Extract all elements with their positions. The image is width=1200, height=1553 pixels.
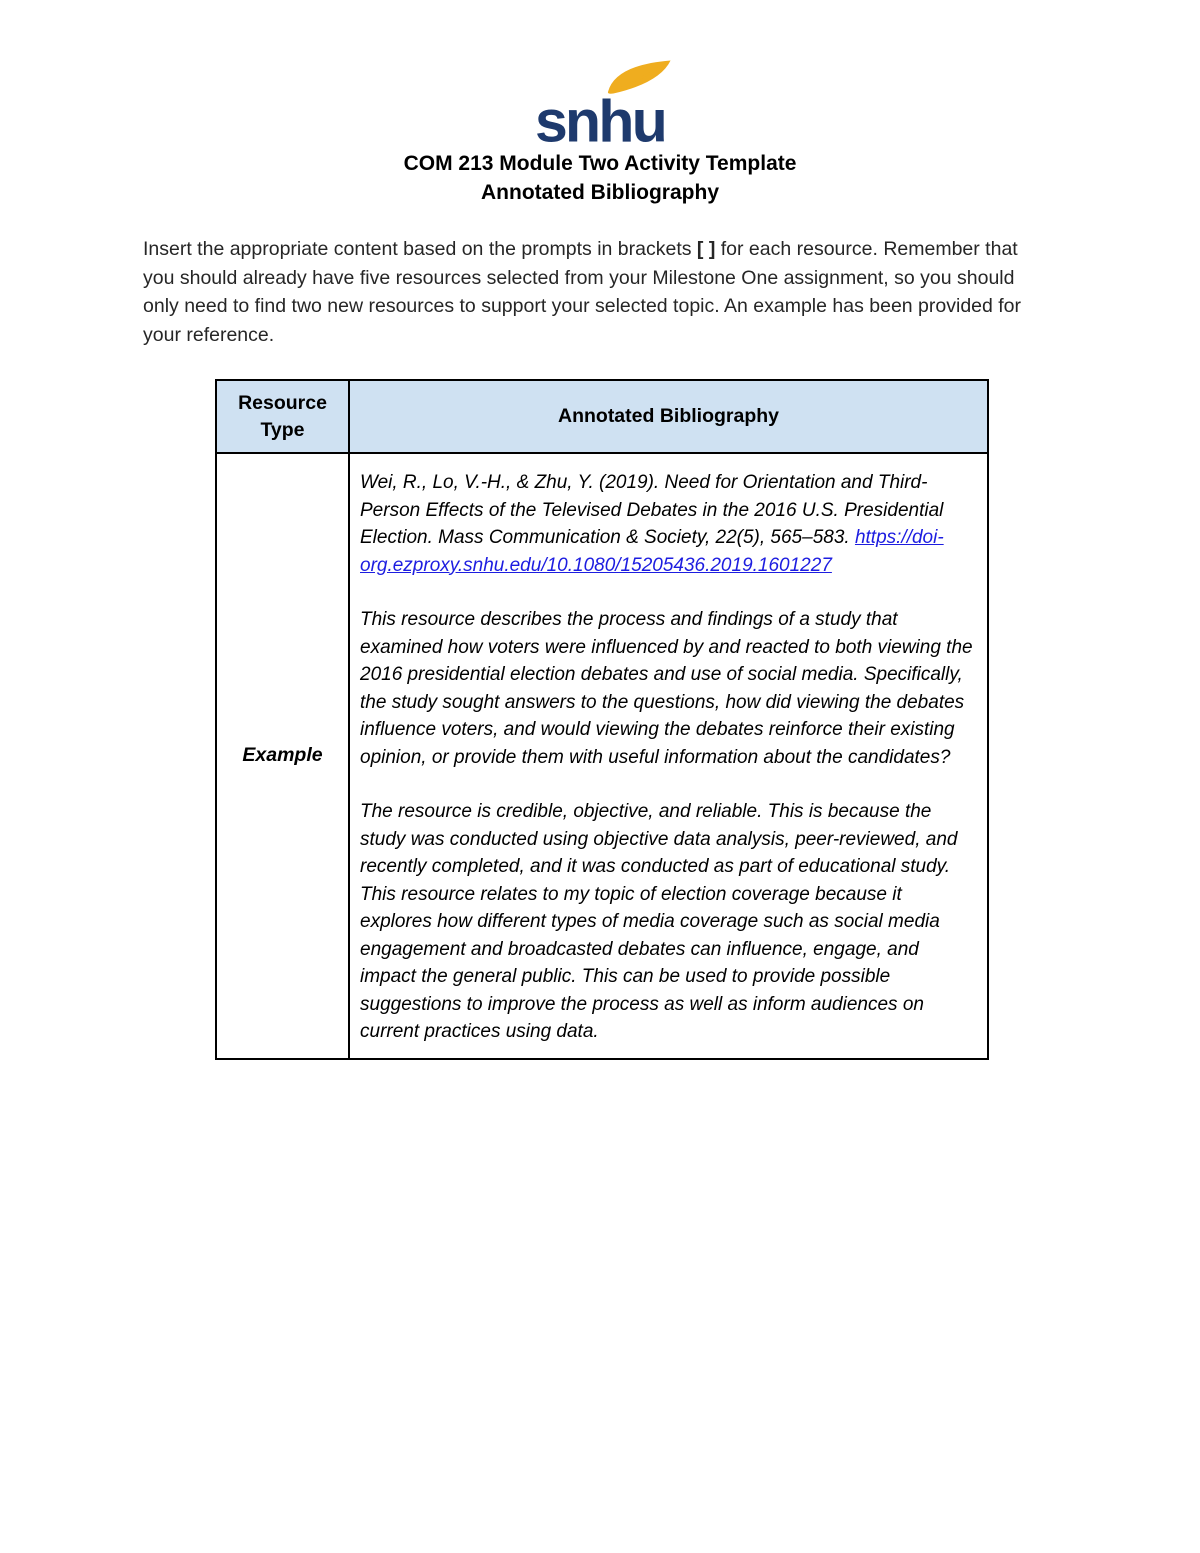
intro-text-part2: for each resource. Remember that you should already have five resources selected from your Milestone One assignment, so you should only need to find two new resources to support your selected topic. An example has been provided for your reference. [143,238,1022,346]
doi-link[interactable]: https://doi-org.ezproxy.snhu.edu/10.1080/15205436.2019.1601227 [360,527,944,576]
header-resource-type: Resource Type [216,380,349,453]
snhu-logo [0,0,1200,153]
table-row [216,453,988,1059]
intro-paragraph [143,235,1042,349]
page-title-line2: Annotated Bibliography [481,181,719,204]
table-header-row [216,380,988,453]
header-annotated-bibliography: Annotated Bibliography [349,380,988,453]
intro-text-part1: Insert the appropriate content based on the prompts in brackets [143,238,697,260]
annotated-bibliography-cell [349,453,988,1059]
resource-type-cell: Example [216,453,349,1059]
bibliography-table [215,379,989,1060]
annotation-paragraph-2: The resource is credible, objective, and reliable. This is because the study was conducted using objective data analysis, peer-reviewed, and recently completed, and it was conducted as part of educational study. This resource relates to my topic of election coverage because it explores how different types of media coverage such as social media engagement and broadcasted debates can influence, engage, and impact the general public. This can be used to provide possible suggestions to improve the process as well as inform audiences on current practices using data. [360,801,958,1042]
document-title [0,149,1200,207]
logo-text: snhu [534,89,666,148]
intro-brackets: [ ] [696,238,716,260]
annotation-paragraph-1: This resource describes the process and findings of a study that examined how voters were influenced by and reacted to both viewing the 2016 presidential election debates and use of social media. Specifically, the study sought answers to the questions, how did viewing the debates influence voters, and would viewing the debates reinforce their existing opinion, or provide them with useful information about the candidates? [360,609,973,768]
citation-text: Wei, R., Lo, V.-H., & Zhu, Y. (2019). Need for Orientation and Third-Person Effects of the Televised Debates in the 2016 U.S. Presidential Election. Mass Communication & Society, 22(5), 565–583. [360,472,944,548]
snhu-logo-graphic [524,56,676,148]
page-title-line1: COM 213 Module Two Activity Template [403,152,797,175]
citation-paragraph [360,469,973,579]
